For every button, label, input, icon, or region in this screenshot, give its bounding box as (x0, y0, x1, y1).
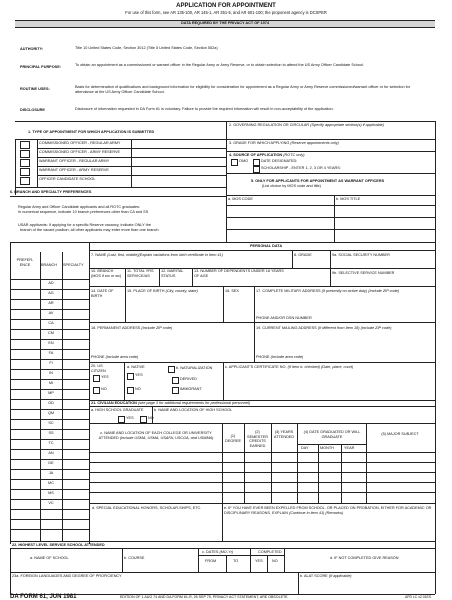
appointment-checkbox-2[interactable] (20, 150, 30, 158)
section-3-label: 3. GRADE FOR WHICH APPLYING (Reserve appointments only) (229, 141, 339, 145)
section-2-label: 2. GOVERNING REGULATION OR CIRCULAR (Specify appropriate section(s) if applicable) (229, 123, 385, 127)
branch-code: AV (48, 311, 54, 315)
branch-code: AN (48, 451, 54, 455)
total-service-label: 11. TOTAL YRS SERVICE/AS (127, 269, 154, 278)
mos-title-label: b. MOS TITLE (336, 197, 361, 201)
branch-code: MP (48, 391, 54, 395)
branch-code: CA (48, 321, 54, 325)
specialty-col-header: SPECIALTY (63, 263, 84, 267)
grade-label: 8. GRADE (294, 253, 312, 257)
appointment-option-5: OFFICER CANDIDATE SCHOOL (39, 177, 96, 181)
branch-code: VC (48, 501, 54, 505)
branch-code: AG (48, 291, 54, 295)
place-of-birth-label: 15. PLACE OF BIRTH (City, county, state) (127, 289, 198, 293)
branch-code: CM (48, 331, 54, 335)
date-designated-label: DATE DESIGNATED: (261, 159, 298, 163)
form-title: APPLICATION FOR APPOINTMENT (176, 3, 276, 9)
branch-code: MS (48, 491, 54, 495)
mos-code-label: a. MOS CODE (228, 197, 253, 201)
section-5-note: (List choice by MOS code and title) (262, 184, 321, 188)
citizen-yes-label: YES (101, 375, 109, 379)
branch-code: SC (48, 421, 54, 425)
section-6-text-4: branch of the vacant position; all other applicants may enter more than one branch. (20, 228, 160, 232)
disclosure-text: Disclosure of information requested in DA Form 61 is voluntary. Failure to provide the required information will result in non-acceptability of the application. (75, 107, 334, 111)
branch-code: DE (48, 461, 54, 465)
major-label: (5) MAJOR SUBJECT (381, 432, 419, 436)
month-label: MONTH (320, 446, 334, 450)
section-1-label: 1. TYPE OF APPOINTMENT FOR WHICH APPLICATION IS SUBMITTED (28, 130, 155, 134)
routine-uses-text: Basis for determination of qualifications and background information for eligibility for consideration for appointment as a Regular Army or Army Reserve commissioned/warrant officer or for selection for attendance at the US Army Officer Candidate School. (75, 85, 411, 94)
from-label: FROM (205, 559, 217, 563)
routine-uses-label: ROUTINE USES: (20, 87, 50, 91)
branch-code: EN (48, 341, 54, 345)
branch-code: TC (48, 441, 54, 445)
citizen-no-label: NO (101, 387, 107, 391)
scholarship-checkbox[interactable] (253, 166, 260, 173)
hs-yes-label: YES (126, 416, 134, 420)
native-label: a. NATIVE (127, 365, 145, 369)
permanent-address-label: 18. PERMANENT ADDRESS (Include ZIP code) (91, 326, 173, 330)
appointment-checkbox-1[interactable] (20, 141, 30, 149)
branch-code: QM (47, 411, 55, 415)
branch-code: FI (49, 361, 53, 365)
omg-label: OMG (239, 159, 249, 163)
disclosure-label: DISCLOSURE (20, 108, 45, 112)
preference-col-header: PREFER- ENCE (16, 258, 34, 267)
authority-text: Title 10 United States Code, Section 3012 (Title 5 United States Code, Section 552a) (75, 46, 218, 50)
appointment-option-4: WARRANT OFFICER - ARMY RESERVE (39, 168, 109, 172)
year-label: YEAR (344, 446, 355, 450)
to-label: TO (233, 559, 239, 563)
branch-code: AR (48, 301, 54, 305)
completed-label: COMPLETED (258, 550, 282, 554)
native-yes-label: YES (135, 373, 143, 377)
hs-yes-checkbox[interactable] (118, 416, 125, 423)
purpose-label: PRINCIPAL PURPOSE: (20, 65, 61, 69)
branch-code: SS (48, 431, 54, 435)
privacy-act-heading: DATA REQUIRED BY THE PRIVACY ACT OF 1974 (181, 21, 269, 25)
naturalization-label: b. NATURALIZATION (176, 366, 213, 370)
ssn-label: 9a. SOCIAL SECURITY NUMBER (332, 253, 390, 257)
immigrant-checkbox[interactable] (172, 387, 179, 394)
day-label: DAY (301, 446, 309, 450)
appointment-option-2: COMMISSIONED OFFICER - ARMY RESERVE (39, 150, 121, 154)
native-no-checkbox[interactable] (127, 387, 134, 394)
appointment-option-3: WARRANT OFFICER - REGULAR ARMY (39, 159, 110, 163)
branch-code: MI (48, 381, 54, 385)
marital-status-label: 12. MARITAL STATUS (161, 269, 184, 278)
branch-code: OD (48, 401, 54, 405)
hs-no-label: NO (148, 416, 154, 420)
scholarship-label: SCHOLARSHIP - ENTER 1, 2, 3 OR 4 YEARS: (261, 166, 341, 170)
section-4-label: 4. SOURCE OF APPLICATION (ROTC only) (229, 153, 305, 157)
hs-no-checkbox[interactable] (140, 416, 147, 423)
mailing-address-label: 19. CURRENT MAILING ADDRESS (If different from Item 18) (Include ZIP code) (256, 326, 392, 330)
form-subtitle: For use of this form, see AR 135-100, AR 145-1, AR 351-5, and AR 601-100; the proponent agency is DCSPER (125, 10, 327, 15)
immigrant-label: IMMIGRANT (180, 387, 202, 391)
section-6-text-3: USAR applicants: If applying for a specific Reserve vacancy, indicate ONLY the (18, 223, 151, 227)
course-label: b. COURSE (124, 556, 145, 560)
section-5-label: 5. ONLY FOR APPLICANTS FOR APPOINTMENT AS WARRANT OFFICERS (251, 179, 385, 183)
form-code: APD LC v2.01ES (405, 595, 432, 599)
college-label: c. NAME AND LOCATION OF EACH COLLEGE OR UNIVERSITY ATTENDED (Include USMA, USMA, USAFA, USCGA, and USMMA) (98, 431, 214, 440)
completed-no-label: NO (272, 559, 278, 563)
honors-label: d. SPECIAL EDUCATIONAL HONORS, SCHOLAR-SHIPS, ETC. (92, 506, 202, 510)
section-6-text-2: In numerical sequence, indicate 10 branch preferences other than CA and SS (18, 210, 149, 214)
foreign-languages-label: 23a. FOREIGN LANGUAGES AND DEGREE OF PROFICIENCY (12, 574, 122, 578)
hs-name-label: b. NAME AND LOCATION OF HIGH SCHOOL (154, 408, 233, 412)
branch-code: FA (48, 351, 54, 355)
edition-note: EDITION OF 1 AUG 74 AND DA FORM 61-R, 26 SEP 75, PRIVACY ACT STATEMENT, ARE OBSOLETE. (120, 595, 289, 599)
phone-label: PHONE (Include area code) (91, 355, 139, 359)
name-label: 7. NAME (Last, first, middle)(Explain variations from birth certificate in Item 41) (91, 253, 223, 257)
branch-col-header: BRANCH (41, 263, 58, 267)
branch-code: IN (49, 371, 53, 375)
completed-yes-label: YES (255, 559, 263, 563)
phone-dsn-label: PHONE AND/OR DSN NUMBER (256, 316, 312, 320)
citizen-no-checkbox[interactable] (93, 387, 100, 394)
sex-label: 16. SEX (225, 289, 239, 293)
civilian-education-label: 21. CIVILIAN EDUCATION (see page 3 for additional requirements for professional personnel) (91, 401, 251, 405)
degree-label: (1) DEGREE (224, 434, 242, 443)
citizen-yes-checkbox[interactable] (93, 375, 100, 382)
date-graduated-label: (4) DATE GRADUATED OR WILL GRADUATE (303, 430, 361, 439)
hs-graduate-label: a. HIGH SCHOOL GRADUATE (91, 408, 144, 412)
branch-code: AD (48, 281, 54, 285)
appointment-option-1: COMMISSIONED OFFICER - REGULAR ARMY (39, 141, 121, 145)
date-of-birth-label: 14. DATE OF BIRTH (91, 289, 114, 298)
section-6-text-1: Regular Army and Officer Candidate applicants and all ROTC graduates: (18, 205, 141, 209)
expelled-label: e. IF YOU HAVE EVER BEEN EXPELLED FROM SCHOOL, OR PLACED ON PROBATION, EITHER FOR ACADEMIC OR DISCIPLINARY REASONS, EXPLAIN (Continue in item 41) (Remarks) (224, 506, 432, 515)
authority-label: AUTHORITY: (20, 47, 44, 51)
phone-label-2: PHONE (Include area code) (256, 355, 304, 359)
personal-data-heading: PERSONAL DATA (250, 244, 283, 248)
derived-label: DERIVED (180, 377, 197, 381)
appointment-checkbox-5[interactable] (20, 177, 30, 185)
certificate-label: c. APPLICANT'S CERTIFICATE NO. (If item b. checked) (Date, place, court) (225, 365, 354, 369)
dates-label: c. DATES (MO-Yr) (202, 550, 234, 554)
native-no-label: NO (135, 387, 141, 391)
native-yes-checkbox[interactable] (127, 373, 134, 380)
credits-label: (2) SEMESTER CREDITS EARNED (247, 430, 268, 448)
selective-service-label: 9b. SELECTIVE SERVICE NUMBER (332, 271, 395, 275)
alat-label: b. ALAT SCORE (If applicable) (300, 574, 352, 578)
years-attended-label: (3) YEARS ATTENDED (273, 430, 295, 439)
appointment-checkbox-4[interactable] (20, 168, 30, 176)
military-address-label: 17. COMPLETE MILITARY ADDRESS (If presently on active duty) (Include ZIP code) (256, 289, 400, 293)
purpose-text: To obtain an appointment as a commissioned or warrant officer in the Regular Army or Army Reserve, or to obtain selection to attend the US Army Officer Candidate School. (75, 63, 364, 67)
branch-code: MC (48, 481, 54, 485)
branch-code: JA (48, 471, 54, 475)
us-citizen-label: 20. US CITIZEN (91, 364, 106, 373)
appointment-checkbox-3[interactable] (20, 159, 30, 167)
derived-checkbox[interactable] (172, 377, 179, 384)
school-name-label: a. NAME OF SCHOOL (30, 556, 69, 560)
section-6-label: 6. BRANCH AND SPECIALTY PREFERENCES (10, 190, 92, 194)
not-completed-label: d. IF NOT COMPLETED GIVE REASON (330, 556, 399, 560)
form-number: DA FORM 61, JUN 1981 (10, 594, 77, 600)
omg-checkbox[interactable] (231, 159, 238, 166)
naturalization-checkbox[interactable] (168, 366, 175, 373)
dependents-label: 13. NUMBER OF DEPENDENTS UNDER 18 YEARS OF AGE (194, 269, 284, 278)
date-designated-checkbox[interactable] (253, 159, 260, 166)
service-school-label: 22. HIGHEST LEVEL SERVICE SCHOOL ATTENDED (12, 543, 105, 547)
branch-label: 10. BRANCH (MOS if wo or wc) (91, 269, 122, 278)
